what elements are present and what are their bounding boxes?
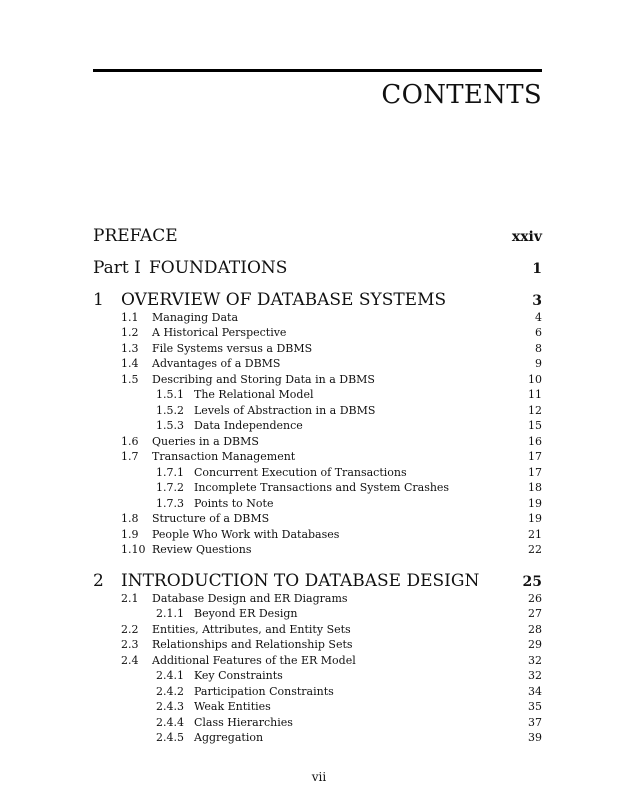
section-number: 1.4 <box>121 357 139 370</box>
toc-section[interactable] <box>93 512 542 526</box>
section-page: 17 <box>528 450 542 463</box>
section-page: 22 <box>528 543 542 556</box>
subsection-number: 2.4.3 <box>156 700 184 713</box>
toc-subsection[interactable] <box>93 481 542 495</box>
subsection-title: Concurrent Execution of Transactions <box>194 466 407 479</box>
subsection-title: Data Independence <box>194 419 303 432</box>
subsection-title: Incomplete Transactions and System Crashes <box>194 481 450 494</box>
chapter-page: 3 <box>532 293 542 309</box>
chapter-title: INTRODUCTION TO DATABASE DESIGN <box>121 571 480 591</box>
section-title: Transaction Management <box>152 450 296 463</box>
chapter-page: 25 <box>522 574 542 590</box>
section-title: Additional Features of the ER Model <box>152 654 356 667</box>
toc-subsection[interactable] <box>93 466 542 480</box>
subsection-page: 19 <box>528 497 542 510</box>
part-label: Part I <box>93 258 141 278</box>
subsection-title: Weak Entities <box>194 700 271 713</box>
section-title: A Historical Perspective <box>152 326 287 339</box>
subsection-page: 37 <box>528 716 542 729</box>
preface-page: xxiv <box>511 229 542 245</box>
toc-chapter[interactable] <box>93 571 542 589</box>
subsection-title: Aggregation <box>194 731 264 744</box>
subsection-number: 1.7.3 <box>156 497 184 510</box>
subsection-page: 27 <box>528 607 542 620</box>
section-number: 2.2 <box>121 623 139 636</box>
section-page: 4 <box>535 311 542 324</box>
part-page: 1 <box>532 261 542 277</box>
section-number: 1.2 <box>121 326 139 339</box>
toc-part[interactable] <box>93 258 542 276</box>
subsection-title: Points to Note <box>194 497 274 510</box>
subsection-page: 18 <box>528 481 542 494</box>
subsection-page: 17 <box>528 466 542 479</box>
subsection-number: 1.7.2 <box>156 481 184 494</box>
section-page: 32 <box>528 654 542 667</box>
section-number: 1.6 <box>121 435 139 448</box>
section-title: Describing and Storing Data in a DBMS <box>152 373 375 386</box>
subsection-title: Participation Constraints <box>194 685 334 698</box>
toc-subsection[interactable] <box>93 669 542 683</box>
toc-section[interactable] <box>93 311 542 325</box>
section-page: 26 <box>528 592 542 605</box>
toc-section[interactable] <box>93 528 542 542</box>
section-number: 1.7 <box>121 450 139 463</box>
section-page: 8 <box>535 342 542 355</box>
subsection-number: 1.5.1 <box>156 388 184 401</box>
toc-preface[interactable] <box>93 226 542 244</box>
subsection-page: 35 <box>528 700 542 713</box>
toc-subsection[interactable] <box>93 731 542 745</box>
section-title: Entities, Attributes, and Entity Sets <box>152 623 351 636</box>
toc-section[interactable] <box>93 592 542 606</box>
toc-section[interactable] <box>93 638 542 652</box>
subsection-number: 2.1.1 <box>156 607 184 620</box>
section-number: 2.3 <box>121 638 139 651</box>
subsection-page: 12 <box>528 404 542 417</box>
toc-section[interactable] <box>93 543 542 557</box>
section-title: Database Design and ER Diagrams <box>152 592 348 605</box>
toc-subsection[interactable] <box>93 419 542 433</box>
section-title: Managing Data <box>152 311 239 324</box>
subsection-page: 32 <box>528 669 542 682</box>
toc-section[interactable] <box>93 326 542 340</box>
toc-subsection[interactable] <box>93 607 542 621</box>
subsection-number: 2.4.2 <box>156 685 184 698</box>
section-page: 6 <box>535 326 542 339</box>
page-title: CONTENTS <box>381 80 542 110</box>
subsection-number: 1.7.1 <box>156 466 184 479</box>
preface-title: PREFACE <box>93 226 178 246</box>
subsection-page: 15 <box>528 419 542 432</box>
subsection-page: 34 <box>528 685 542 698</box>
subsection-title: The Relational Model <box>194 388 314 401</box>
section-number: 1.3 <box>121 342 139 355</box>
toc-subsection[interactable] <box>93 716 542 730</box>
toc-subsection[interactable] <box>93 700 542 714</box>
page-number: vii <box>311 770 327 784</box>
section-title: Review Questions <box>152 543 252 556</box>
section-number: 2.4 <box>121 654 139 667</box>
toc-subsection[interactable] <box>93 685 542 699</box>
toc-subsection[interactable] <box>93 497 542 511</box>
toc-section[interactable] <box>93 373 542 387</box>
toc-section[interactable] <box>93 435 542 449</box>
subsection-title: Class Hierarchies <box>194 716 293 729</box>
chapter-title: OVERVIEW OF DATABASE SYSTEMS <box>121 290 447 310</box>
subsection-page: 39 <box>528 731 542 744</box>
subsection-number: 1.5.2 <box>156 404 184 417</box>
section-page: 19 <box>528 512 542 525</box>
section-number: 2.1 <box>121 592 139 605</box>
section-number: 1.8 <box>121 512 139 525</box>
section-number: 1.1 <box>121 311 139 324</box>
toc-section[interactable] <box>93 342 542 356</box>
section-page: 16 <box>528 435 542 448</box>
section-page: 29 <box>528 638 542 651</box>
toc-section[interactable] <box>93 654 542 668</box>
section-number: 1.10 <box>121 543 146 556</box>
subsection-number: 1.5.3 <box>156 419 184 432</box>
toc-subsection[interactable] <box>93 404 542 418</box>
part-title: FOUNDATIONS <box>149 258 288 278</box>
section-page: 10 <box>528 373 542 386</box>
section-title: Structure of a DBMS <box>152 512 270 525</box>
section-title: File Systems versus a DBMS <box>152 342 313 355</box>
subsection-title: Beyond ER Design <box>194 607 298 620</box>
chapter-number: 1 <box>93 290 104 310</box>
section-page: 21 <box>528 528 542 541</box>
subsection-number: 2.4.4 <box>156 716 184 729</box>
subsection-number: 2.4.1 <box>156 669 184 682</box>
toc-section[interactable] <box>93 357 542 371</box>
header-rule <box>93 69 542 72</box>
section-title: Relationships and Relationship Sets <box>152 638 353 651</box>
subsection-page: 11 <box>528 388 542 401</box>
section-title: Queries in a DBMS <box>152 435 259 448</box>
section-number: 1.9 <box>121 528 139 541</box>
section-title: People Who Work with Databases <box>152 528 340 541</box>
subsection-number: 2.4.5 <box>156 731 184 744</box>
section-title: Advantages of a DBMS <box>152 357 281 370</box>
toc-chapter[interactable] <box>93 290 542 308</box>
section-page: 28 <box>528 623 542 636</box>
subsection-title: Levels of Abstraction in a DBMS <box>194 404 376 417</box>
toc-subsection[interactable] <box>93 388 542 402</box>
subsection-title: Key Constraints <box>194 669 283 682</box>
chapter-number: 2 <box>93 571 104 591</box>
section-number: 1.5 <box>121 373 139 386</box>
section-page: 9 <box>535 357 542 370</box>
toc-section[interactable] <box>93 450 542 464</box>
toc-section[interactable] <box>93 623 542 637</box>
